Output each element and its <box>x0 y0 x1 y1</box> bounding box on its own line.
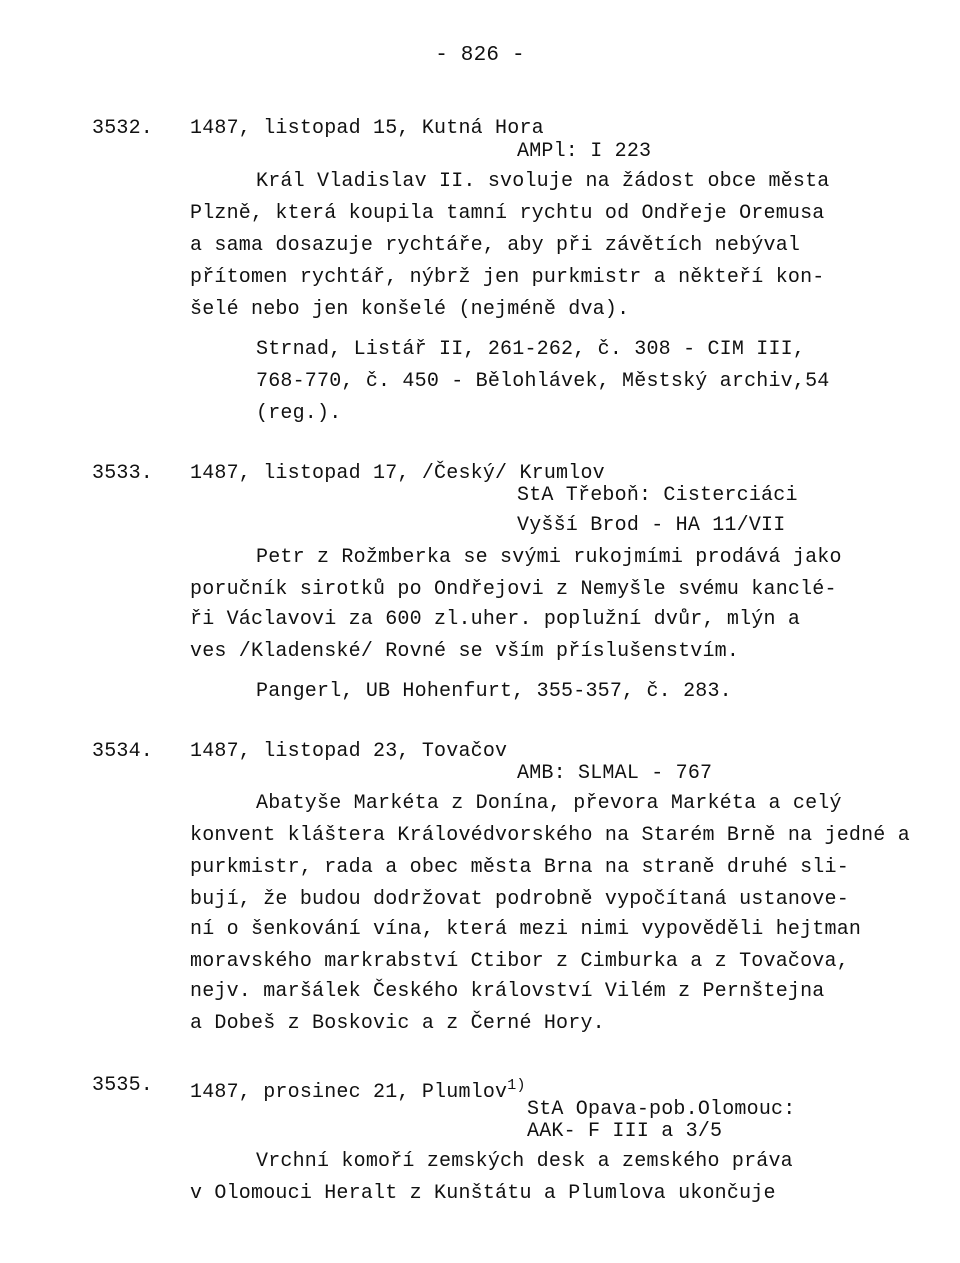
body-line: konvent kláštera Královédvorského na Starém Brně na jedné a <box>190 824 910 847</box>
body-line: Král Vladislav II. svoluje na žádost obce města <box>256 170 830 193</box>
body-line: Abatyše Markéta z Donína, převora Markéta a celý <box>256 792 842 815</box>
entry-number: 3535. <box>92 1074 154 1097</box>
entry-header: 1487, listopad 17, /Český/ Krumlov <box>190 462 605 485</box>
archive-ref: AAK- F III a 3/5 <box>527 1120 723 1143</box>
archive-ref: AMPl: I 223 <box>517 140 652 163</box>
source-line: Strnad, Listář II, 261-262, č. 308 - CIM III, <box>256 338 806 361</box>
entry-header: 1487, listopad 23, Tovačov <box>190 740 508 763</box>
body-line: ní o šenkování vína, která mezi nimi vypověděli hejtman <box>190 918 862 941</box>
body-line: šelé nebo jen konšelé (nejméně dva). <box>190 298 630 321</box>
body-line: a Dobeš z Boskovic a z Černé Hory. <box>190 1012 605 1035</box>
source-line: (reg.). <box>256 402 342 425</box>
body-line: přítomen rychtář, nýbrž jen purkmistr a někteří kon- <box>190 266 825 289</box>
entry-number: 3533. <box>92 462 154 485</box>
archive-ref: StA Třeboň: Cisterciáci <box>517 484 798 507</box>
body-line: Vrchní komoří zemských desk a zemského práva <box>256 1150 793 1173</box>
source-line: Pangerl, UB Hohenfurt, 355-357, č. 283. <box>256 680 732 703</box>
archive-ref: StA Opava-pob.Olomouc: <box>527 1098 796 1121</box>
entry-header <box>190 1074 526 1105</box>
body-line: ves /Kladenské/ Rovné se vším příslušenstvím. <box>190 640 740 663</box>
body-line: ři Václavovi za 600 zl.uher. poplužní dvůr, mlýn a <box>190 608 801 631</box>
body-line: v Olomouci Heralt z Kunštátu a Plumlova ukončuje <box>190 1182 776 1205</box>
body-line: Petr z Rožmberka se svými rukojmími prodává jako <box>256 546 842 569</box>
entry-number: 3532. <box>92 117 154 140</box>
body-line: Plzně, která koupila tamní rychtu od Ondřeje Oremusa <box>190 202 825 225</box>
source-line: 768-770, č. 450 - Bělohlávek, Městský archiv,54 <box>256 370 830 393</box>
archive-ref: Vyšší Brod - HA 11/VII <box>517 514 786 537</box>
body-line: poručník sirotků po Ondřejovi z Nemyšle svému kanclé- <box>190 578 837 601</box>
body-line: nejv. maršálek Českého království Vilém z Pernštejna <box>190 980 825 1003</box>
page-number: - 826 - <box>435 44 525 67</box>
body-line: purkmistr, rada a obec města Brna na straně druhé sli- <box>190 856 849 879</box>
body-line: a sama dosazuje rychtáře, aby při závětích nebýval <box>190 234 801 257</box>
entry-header: 1487, listopad 15, Kutná Hora <box>190 117 544 140</box>
archive-ref: AMB: SLMAL - 767 <box>517 762 713 785</box>
footnote-mark: 1) <box>507 1077 526 1094</box>
body-line: bují, že budou dodržovat podrobně vypočítaná ustanove- <box>190 888 849 911</box>
entry-number: 3534. <box>92 740 154 763</box>
entry-header-text: 1487, prosinec 21, Plumlov <box>190 1081 508 1104</box>
body-line: moravského markrabství Ctibor z Cimburka a z Tovačova, <box>190 950 849 973</box>
